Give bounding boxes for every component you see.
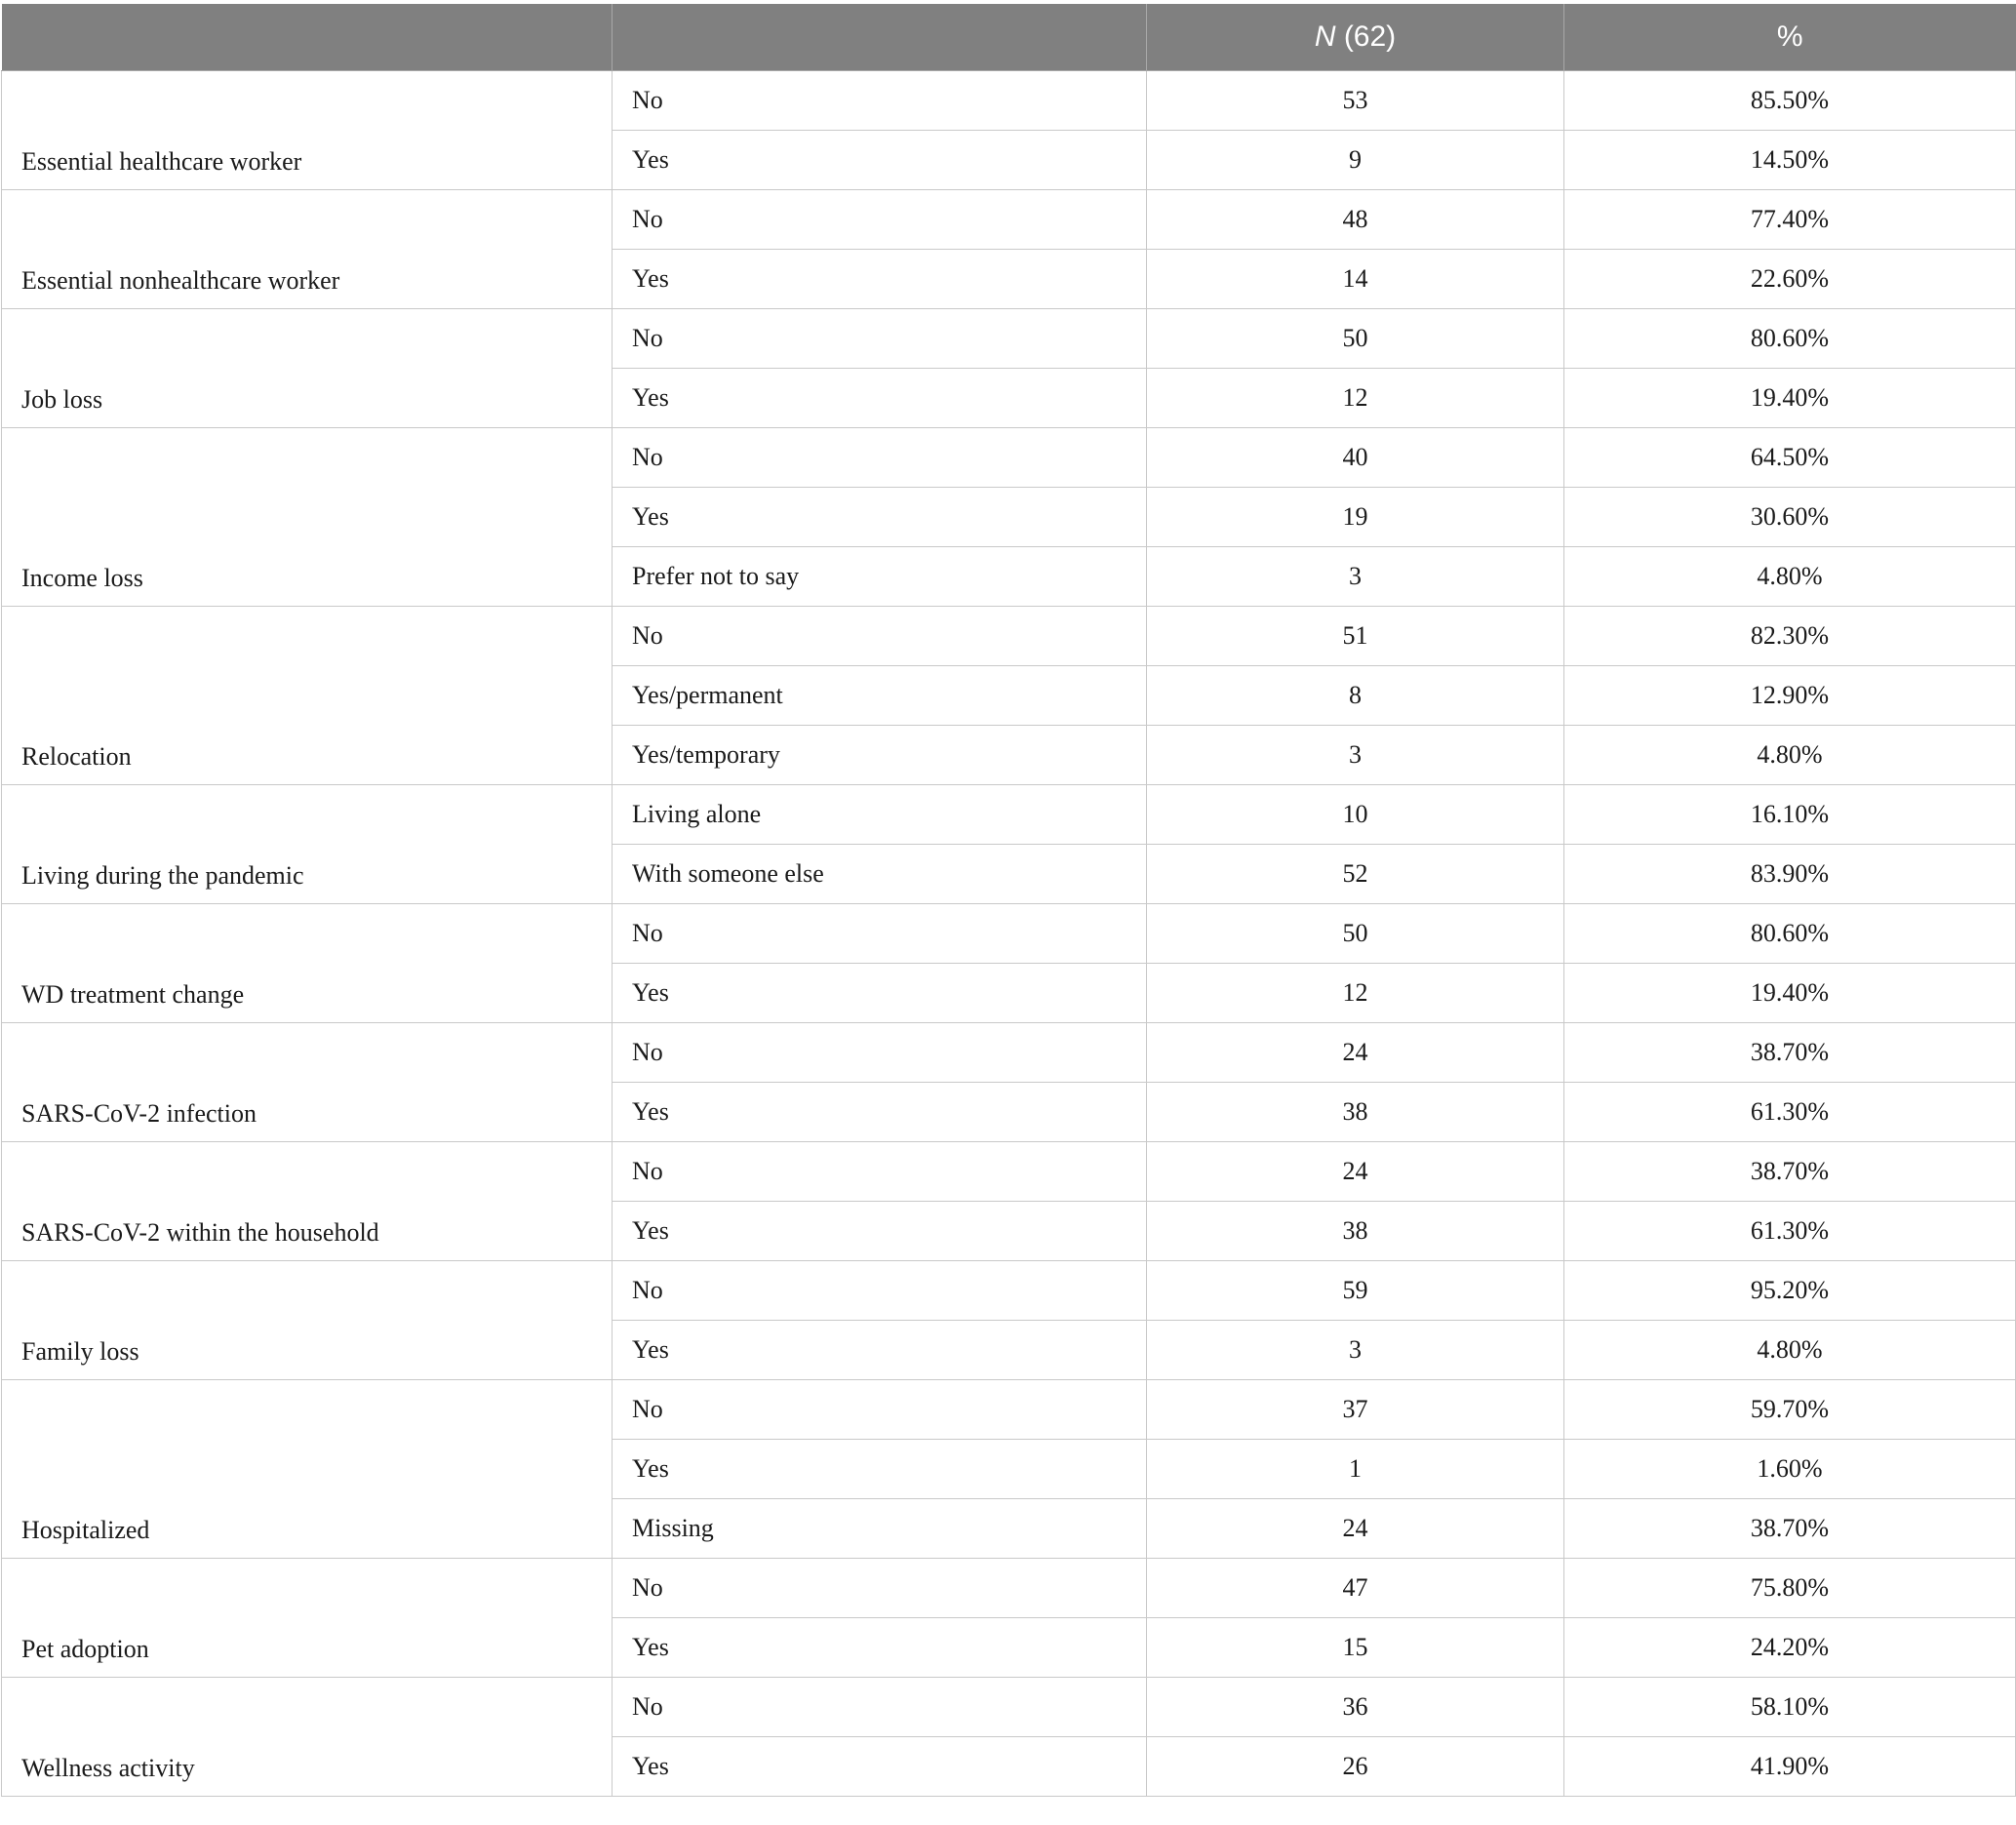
count-cell: 8 [1147, 666, 1564, 726]
table-row [2, 1380, 2016, 1440]
variable-cell: SARS-CoV-2 within the household [2, 1142, 613, 1261]
count-cell: 24 [1147, 1499, 1564, 1559]
category-cell: With someone else [613, 845, 1147, 904]
percent-cell: 38.70% [1564, 1023, 2016, 1083]
category-cell: Yes [613, 1618, 1147, 1678]
category-cell: No [613, 1559, 1147, 1618]
count-cell: 3 [1147, 1321, 1564, 1380]
count-cell: 24 [1147, 1023, 1564, 1083]
category-cell: Yes/permanent [613, 666, 1147, 726]
category-cell: No [613, 428, 1147, 488]
percent-cell: 4.80% [1564, 726, 2016, 785]
count-cell: 50 [1147, 309, 1564, 369]
percent-cell: 19.40% [1564, 964, 2016, 1023]
count-cell: 9 [1147, 131, 1564, 190]
category-cell: Living alone [613, 785, 1147, 845]
table-row [2, 1678, 2016, 1737]
variable-cell: Essential nonhealthcare worker [2, 190, 613, 309]
table-container [1, 4, 2015, 1797]
percent-cell: 61.30% [1564, 1202, 2016, 1261]
count-cell: 38 [1147, 1083, 1564, 1142]
percent-cell: 61.30% [1564, 1083, 2016, 1142]
percent-cell: 16.10% [1564, 785, 2016, 845]
table-row [2, 607, 2016, 666]
category-cell: No [613, 1380, 1147, 1440]
category-cell: No [613, 1678, 1147, 1737]
table-row [2, 1261, 2016, 1321]
variable-cell: Pet adoption [2, 1559, 613, 1678]
percent-cell: 83.90% [1564, 845, 2016, 904]
count-cell: 38 [1147, 1202, 1564, 1261]
percent-cell: 4.80% [1564, 547, 2016, 607]
count-cell: 37 [1147, 1380, 1564, 1440]
category-cell: No [613, 71, 1147, 131]
category-cell: No [613, 190, 1147, 250]
header-category [613, 4, 1147, 71]
variable-cell: Hospitalized [2, 1380, 613, 1559]
count-cell: 48 [1147, 190, 1564, 250]
category-cell: No [613, 1142, 1147, 1202]
category-cell: No [613, 607, 1147, 666]
header-variable [2, 4, 613, 71]
category-cell: Yes [613, 250, 1147, 309]
header-n-total: (62) [1335, 20, 1397, 53]
percent-cell: 22.60% [1564, 250, 2016, 309]
category-cell: Yes [613, 1737, 1147, 1797]
category-cell: Yes [613, 488, 1147, 547]
count-cell: 59 [1147, 1261, 1564, 1321]
percent-cell: 82.30% [1564, 607, 2016, 666]
category-cell: Missing [613, 1499, 1147, 1559]
category-cell: No [613, 309, 1147, 369]
variable-cell: Income loss [2, 428, 613, 607]
data-table [1, 4, 2016, 1797]
percent-cell: 14.50% [1564, 131, 2016, 190]
percent-cell: 75.80% [1564, 1559, 2016, 1618]
percent-cell: 38.70% [1564, 1142, 2016, 1202]
variable-cell: SARS-CoV-2 infection [2, 1023, 613, 1142]
count-cell: 12 [1147, 964, 1564, 1023]
variable-cell: Family loss [2, 1261, 613, 1380]
count-cell: 1 [1147, 1440, 1564, 1499]
count-cell: 24 [1147, 1142, 1564, 1202]
percent-cell: 77.40% [1564, 190, 2016, 250]
count-cell: 3 [1147, 547, 1564, 607]
count-cell: 36 [1147, 1678, 1564, 1737]
header-percent: % [1564, 4, 2016, 71]
percent-cell: 1.60% [1564, 1440, 2016, 1499]
table-row [2, 428, 2016, 488]
table-row [2, 1142, 2016, 1202]
count-cell: 40 [1147, 428, 1564, 488]
table-body [2, 71, 2016, 1797]
category-cell: Yes [613, 1202, 1147, 1261]
category-cell: Yes [613, 1440, 1147, 1499]
table-row [2, 71, 2016, 131]
percent-cell: 41.90% [1564, 1737, 2016, 1797]
header-n [1147, 4, 1564, 71]
count-cell: 10 [1147, 785, 1564, 845]
category-cell: Yes [613, 131, 1147, 190]
count-cell: 53 [1147, 71, 1564, 131]
percent-cell: 95.20% [1564, 1261, 2016, 1321]
variable-cell: Job loss [2, 309, 613, 428]
table-row [2, 1559, 2016, 1618]
variable-cell: Wellness activity [2, 1678, 613, 1797]
count-cell: 19 [1147, 488, 1564, 547]
percent-cell: 38.70% [1564, 1499, 2016, 1559]
category-cell: No [613, 1261, 1147, 1321]
percent-cell: 30.60% [1564, 488, 2016, 547]
count-cell: 50 [1147, 904, 1564, 964]
category-cell: Prefer not to say [613, 547, 1147, 607]
table-row [2, 190, 2016, 250]
count-cell: 12 [1147, 369, 1564, 428]
table-row [2, 1023, 2016, 1083]
category-cell: Yes [613, 1083, 1147, 1142]
percent-cell: 64.50% [1564, 428, 2016, 488]
variable-cell: Relocation [2, 607, 613, 785]
variable-cell: Living during the pandemic [2, 785, 613, 904]
count-cell: 14 [1147, 250, 1564, 309]
header-n-symbol: N [1314, 20, 1336, 53]
variable-cell: Essential healthcare worker [2, 71, 613, 190]
table-row [2, 904, 2016, 964]
table-row [2, 309, 2016, 369]
table-row [2, 785, 2016, 845]
percent-cell: 58.10% [1564, 1678, 2016, 1737]
percent-cell: 80.60% [1564, 309, 2016, 369]
category-cell: Yes/temporary [613, 726, 1147, 785]
category-cell: No [613, 904, 1147, 964]
count-cell: 15 [1147, 1618, 1564, 1678]
count-cell: 3 [1147, 726, 1564, 785]
percent-cell: 59.70% [1564, 1380, 2016, 1440]
percent-cell: 85.50% [1564, 71, 2016, 131]
percent-cell: 24.20% [1564, 1618, 2016, 1678]
percent-cell: 19.40% [1564, 369, 2016, 428]
variable-cell: WD treatment change [2, 904, 613, 1023]
category-cell: Yes [613, 369, 1147, 428]
count-cell: 52 [1147, 845, 1564, 904]
percent-cell: 12.90% [1564, 666, 2016, 726]
percent-cell: 4.80% [1564, 1321, 2016, 1380]
header-row [2, 4, 2016, 71]
count-cell: 51 [1147, 607, 1564, 666]
count-cell: 47 [1147, 1559, 1564, 1618]
category-cell: No [613, 1023, 1147, 1083]
table-header [2, 4, 2016, 71]
percent-cell: 80.60% [1564, 904, 2016, 964]
category-cell: Yes [613, 964, 1147, 1023]
category-cell: Yes [613, 1321, 1147, 1380]
count-cell: 26 [1147, 1737, 1564, 1797]
